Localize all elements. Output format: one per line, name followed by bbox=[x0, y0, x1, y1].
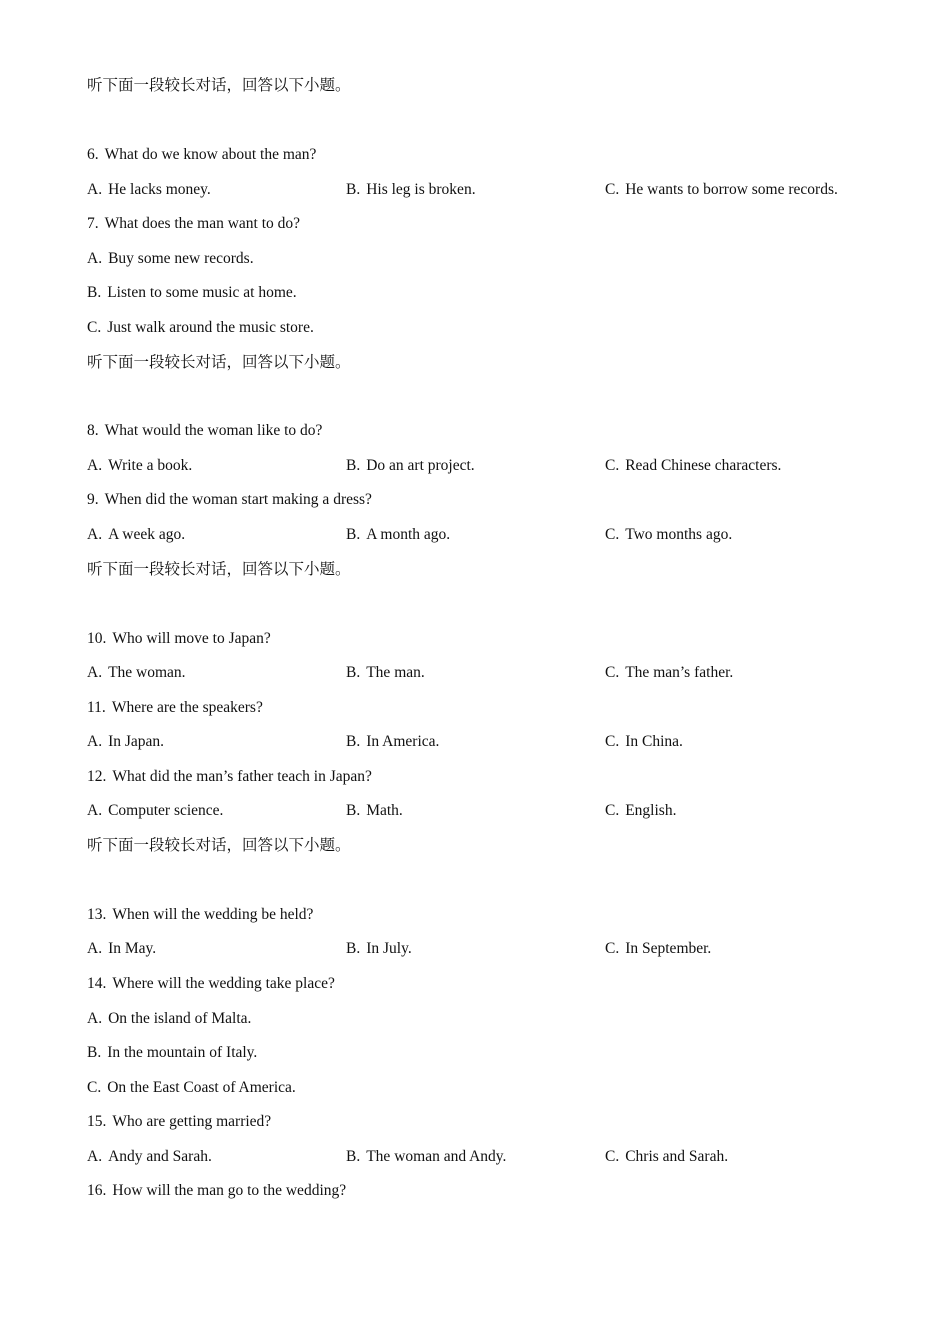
option-letter: C. bbox=[605, 802, 620, 819]
q7-option-c bbox=[87, 318, 314, 338]
option-letter: C. bbox=[605, 940, 620, 957]
option-letter: C. bbox=[87, 1079, 102, 1096]
q9-option-b bbox=[346, 525, 450, 545]
q15-option-c bbox=[605, 1147, 728, 1167]
option-text: The man. bbox=[366, 664, 425, 681]
option-text: The man’s father. bbox=[625, 664, 734, 681]
option-letter: B. bbox=[346, 457, 361, 474]
q11-option-b bbox=[346, 732, 439, 752]
question-text: What do we know about the man? bbox=[104, 146, 317, 163]
question-text: What would the woman like to do? bbox=[104, 422, 323, 439]
question-9 bbox=[87, 490, 372, 510]
q14-option-c bbox=[87, 1078, 296, 1098]
question-text: How will the man go to the wedding? bbox=[112, 1182, 347, 1199]
option-text: Math. bbox=[366, 802, 403, 819]
q6-option-c bbox=[605, 180, 838, 200]
option-letter: C. bbox=[605, 457, 620, 474]
option-text: On the island of Malta. bbox=[108, 1010, 252, 1027]
option-text: In America. bbox=[366, 733, 440, 750]
option-letter: B. bbox=[346, 664, 361, 681]
option-text: English. bbox=[625, 802, 677, 819]
option-text: His leg is broken. bbox=[366, 181, 476, 198]
q9-option-c bbox=[605, 525, 732, 545]
option-letter: A. bbox=[87, 733, 103, 750]
q14-option-b bbox=[87, 1043, 257, 1063]
q13-option-a bbox=[87, 939, 156, 959]
question-12 bbox=[87, 767, 372, 787]
option-text: He lacks money. bbox=[108, 181, 211, 198]
question-7 bbox=[87, 214, 300, 234]
option-text: Computer science. bbox=[108, 802, 224, 819]
section-instruction: 听下面一段较长对话，回答以下小题。 bbox=[87, 354, 351, 371]
q10-option-a bbox=[87, 663, 186, 683]
option-letter: C. bbox=[605, 733, 620, 750]
q8-option-b bbox=[346, 456, 475, 476]
question-6 bbox=[87, 145, 316, 165]
option-letter: C. bbox=[87, 319, 102, 336]
question-number: 9. bbox=[87, 491, 99, 508]
question-number: 7. bbox=[87, 215, 99, 232]
question-13 bbox=[87, 905, 313, 925]
option-letter: B. bbox=[87, 1044, 102, 1061]
option-letter: A. bbox=[87, 1010, 103, 1027]
option-text: Buy some new records. bbox=[108, 250, 254, 267]
question-number: 15. bbox=[87, 1113, 107, 1130]
question-number: 11. bbox=[87, 699, 106, 716]
option-letter: B. bbox=[87, 284, 102, 301]
option-letter: B. bbox=[346, 733, 361, 750]
option-letter: B. bbox=[346, 1148, 361, 1165]
option-text: Andy and Sarah. bbox=[108, 1148, 212, 1165]
section-instruction: 听下面一段较长对话，回答以下小题。 bbox=[87, 561, 351, 578]
question-number: 13. bbox=[87, 906, 107, 923]
q8-option-a bbox=[87, 456, 192, 476]
q9-option-a bbox=[87, 525, 185, 545]
option-letter: A. bbox=[87, 664, 103, 681]
question-text: Who will move to Japan? bbox=[112, 630, 271, 647]
option-text: Do an art project. bbox=[366, 457, 475, 474]
question-8 bbox=[87, 421, 322, 441]
q10-option-b bbox=[346, 663, 425, 683]
question-number: 12. bbox=[87, 768, 107, 785]
option-letter: C. bbox=[605, 1148, 620, 1165]
option-letter: C. bbox=[605, 526, 620, 543]
option-text: The woman. bbox=[108, 664, 186, 681]
option-text: The woman and Andy. bbox=[366, 1148, 507, 1165]
option-text: In China. bbox=[625, 733, 683, 750]
option-text: Chris and Sarah. bbox=[625, 1148, 729, 1165]
question-text: Where are the speakers? bbox=[111, 699, 263, 716]
q7-option-b bbox=[87, 283, 297, 303]
option-text: He wants to borrow some records. bbox=[625, 181, 838, 198]
option-letter: A. bbox=[87, 802, 103, 819]
q6-option-a bbox=[87, 180, 211, 200]
question-number: 8. bbox=[87, 422, 99, 439]
question-text: What did the man’s father teach in Japan? bbox=[112, 768, 372, 785]
option-text: A week ago. bbox=[108, 526, 186, 543]
option-letter: C. bbox=[605, 664, 620, 681]
question-text: When did the woman start making a dress? bbox=[104, 491, 372, 508]
option-text: Two months ago. bbox=[625, 526, 733, 543]
question-15 bbox=[87, 1112, 271, 1132]
question-10 bbox=[87, 629, 271, 649]
option-letter: B. bbox=[346, 526, 361, 543]
option-letter: A. bbox=[87, 940, 103, 957]
question-number: 16. bbox=[87, 1182, 107, 1199]
q7-option-a bbox=[87, 249, 254, 269]
q11-option-a bbox=[87, 732, 164, 752]
q10-option-c bbox=[605, 663, 733, 683]
option-letter: A. bbox=[87, 526, 103, 543]
option-text: Listen to some music at home. bbox=[107, 284, 297, 301]
question-text: Who are getting married? bbox=[112, 1113, 272, 1130]
section-instruction: 听下面一段较长对话，回答以下小题。 bbox=[87, 77, 351, 94]
option-text: A month ago. bbox=[366, 526, 451, 543]
option-letter: C. bbox=[605, 181, 620, 198]
question-text: Where will the wedding take place? bbox=[112, 975, 335, 992]
option-letter: B. bbox=[346, 802, 361, 819]
question-text: When will the wedding be held? bbox=[112, 906, 314, 923]
question-number: 6. bbox=[87, 146, 99, 163]
section-instruction: 听下面一段较长对话，回答以下小题。 bbox=[87, 837, 351, 854]
q12-option-c bbox=[605, 801, 676, 821]
option-letter: B. bbox=[346, 940, 361, 957]
option-text: In the mountain of Italy. bbox=[107, 1044, 258, 1061]
q13-option-b bbox=[346, 939, 412, 959]
option-letter: A. bbox=[87, 1148, 103, 1165]
q15-option-b bbox=[346, 1147, 506, 1167]
option-letter: A. bbox=[87, 250, 103, 267]
option-text: In July. bbox=[366, 940, 412, 957]
q13-option-c bbox=[605, 939, 711, 959]
question-11 bbox=[87, 698, 263, 718]
q12-option-a bbox=[87, 801, 223, 821]
option-letter: A. bbox=[87, 181, 103, 198]
option-text: On the East Coast of America. bbox=[107, 1079, 296, 1096]
q8-option-c bbox=[605, 456, 781, 476]
option-text: Just walk around the music store. bbox=[107, 319, 314, 336]
option-text: In Japan. bbox=[108, 733, 165, 750]
q6-option-b bbox=[346, 180, 476, 200]
q14-option-a bbox=[87, 1009, 251, 1029]
question-text: What does the man want to do? bbox=[104, 215, 301, 232]
option-text: Write a book. bbox=[108, 457, 193, 474]
question-number: 10. bbox=[87, 630, 107, 647]
question-number: 14. bbox=[87, 975, 107, 992]
option-text: In September. bbox=[625, 940, 712, 957]
question-16 bbox=[87, 1181, 346, 1201]
question-14 bbox=[87, 974, 335, 994]
q15-option-a bbox=[87, 1147, 212, 1167]
option-letter: A. bbox=[87, 457, 103, 474]
q11-option-c bbox=[605, 732, 683, 752]
option-text: Read Chinese characters. bbox=[625, 457, 782, 474]
q12-option-b bbox=[346, 801, 403, 821]
option-text: In May. bbox=[108, 940, 157, 957]
option-letter: B. bbox=[346, 181, 361, 198]
